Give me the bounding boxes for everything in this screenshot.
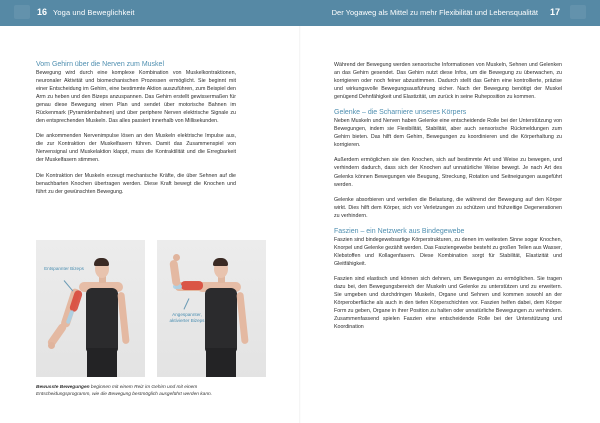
left-running-title: Yoga und Beweglichkeit	[53, 8, 135, 17]
paragraph: Faszien sind elastisch und können sich dehnen, um Bewegungen zu ermöglichen. Sie tragen dazu bei, den Bewegungsbereich der Muskeln und Gelenke zu unterstützen und zu erweitern. Sie umgeben und durchdringen Muskeln, Organe und Sehnen und kommen sowohl an der Körperoberfläche als auch in den tiefen Körperschichten vor. Faszien helfen dabei, dem Körper Form zu geben, Organe in ihrer Position zu halten oder unnatürliche Bewegungen zu verhindern. Zusammenfassend spielen Faszien eine entscheidende Rolle bei der Unterstützung und Koordination	[334, 275, 562, 331]
right-text-column	[334, 61, 562, 338]
paragraph: Faszien sind bindegewebsartige Körperstrukturen, zu denen im weitesten Sinne sogar Knochen, Knorpel und Gelenke gezählt werden. Das Fasziengewebe besteht zu großen Teilen aus Wasser, Klebstoffen und Kollagenfasern. Diese Kombination sorgt für Stabilität, Elastizität und Gleitfähigkeit.	[334, 236, 562, 267]
figure-caption	[36, 384, 246, 398]
left-text-column	[36, 60, 236, 203]
caption-text: beginnen mit einem Reiz im Gehirn und mit einem Entscheidungsprogramm, wie die Bewegung bestmöglich ausgeführt werden kann.	[36, 385, 212, 397]
paragraph: Gelenke absorbieren und verteilen die Belastung, die während der Bewegung auf den Körper wirkt. Dies hilft dem Körper, sich vor Verletzungen zu schützen und frühzeitige Degenerationen zu verhindern.	[334, 196, 562, 219]
label-relaxed-biceps: Entspannter Bizeps	[44, 266, 84, 271]
label-contracted-biceps: Angespannter, aktivierter Bizeps	[169, 312, 205, 323]
paragraph: Die ankommenden Nervenimpulse lösen an den Muskeln elektrische Impulse aus, die zur Kontraktion der Muskelfasern führen. Damit das Zusammenspiel von Nervensignal und Muskelaktion klappt, muss die Kontraktilität und die Erregbarkeit der Muskelfasern stimmen.	[36, 133, 236, 164]
paragraph: Neben Muskeln und Nerven haben Gelenke eine entscheidende Rolle bei der Unterstützung von Bewegungen, indem sie Flexibilität, Stabilität, aber auch sensorische Rückmeldungen zum Gehirn bieten. Das hilft dem Gehirn, Bewegungen zu koordinieren und die Körperhaltung zu korrigieren.	[334, 118, 562, 149]
figure-torso	[205, 288, 237, 352]
paragraph: Außerdem ermöglichen sie den Knochen, sich auf bestimmte Art und Weise zu bewegen, und verhindern dadurch, dass sich der Knochen auf unnatürliche Weise bewegt. Je nach Art des Gelenks können Bewegungen wie Beugung, Streckung, Rotation und Seitneigungen ausgeführt werden.	[334, 157, 562, 188]
paragraph: Bewegung wird durch eine komplexe Kombination von Muskelkontraktionen, neuronaler Aktivität und biomechanischen Prozessen ermöglicht. Sie beginnt mit einer Entscheidung im Gehirn, eine bestimmte Aktion auszuführen, zum Beispiel den Arm zu heben und den Bizeps anzuspannen. Das Gehirn erstellt gewissermaßen für genau diese Bewegung einen Plan und sendet über motorische Bahnen im Rückenmark (Pyramidenbahnen) und über periphere Nerven elektrische Signale zu den entsprechenden Muskeln. Das alles passiert innerhalb von Millisekunden.	[36, 70, 236, 125]
section-heading: Gelenke – die Scharniere unseres Körpers	[334, 109, 467, 117]
right-page	[300, 26, 600, 423]
photo-contracted-biceps	[157, 240, 266, 377]
right-page-number: 17	[549, 7, 560, 17]
section-heading: Vom Gehirn über die Nerven zum Muskel	[36, 61, 164, 68]
paragraph: Während der Bewegung werden sensorische Informationen von Muskeln, Sehnen und Gelenken an das Gehirn gesendet. Das Gehirn nutzt diese Infos, um die Bewegung zu überwachen, zu korrigieren oder noch feiner abzustimmen. Dadurch stellt das Gehirn eine kontrollierte, präzise und wirkungsvolle Bewegungsausführung sicher. Nach der Bewegung benötigt der Muskel genügend Dehnfähigkeit und Elastizität, um zurück in seine Ruheposition zu kommen.	[334, 62, 562, 101]
biceps-muscle	[181, 281, 203, 290]
header-decoration	[570, 5, 586, 19]
photo-relaxed-biceps	[36, 240, 145, 377]
biceps-figure	[36, 240, 236, 380]
paragraph: Die Kontraktion der Muskeln erzeugt mechanische Kräfte, die über Sehnen auf die benachbarten Knochen übertragen werden. Diese Kraft bewegt die Knochen und führt zu der gewünschten Bewegung.	[36, 172, 236, 195]
running-header	[0, 0, 600, 26]
caption-lead: Bewusste Bewegungen	[36, 385, 90, 390]
left-page-number: 16	[37, 7, 48, 17]
right-running-title: Der Yogaweg als Mittel zu mehr Flexibilität und Lebensqualität	[331, 8, 538, 17]
figure-torso	[86, 288, 118, 352]
section-heading: Faszien – ein Netzwerk aus Bindegewebe	[334, 227, 465, 235]
header-decoration	[14, 5, 30, 19]
